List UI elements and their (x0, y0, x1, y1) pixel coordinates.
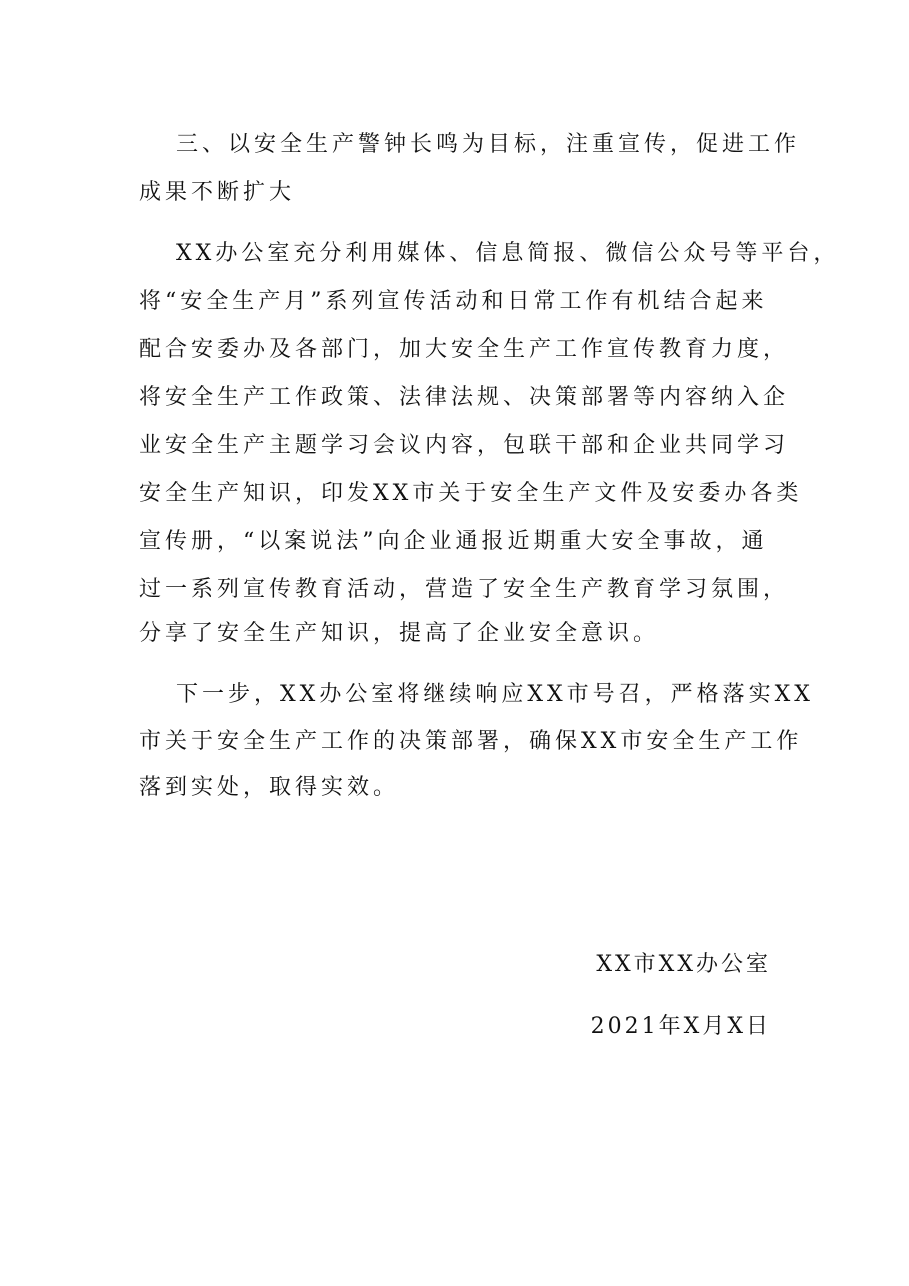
signature-date: 2021年X月X日 (590, 1014, 771, 1039)
paragraph-1-line-9: 分享了安全生产知识，提高了企业安全意识。 (139, 621, 660, 646)
signature-organization: XX市XX办公室 (596, 952, 771, 977)
paragraph-2-line-2: 市关于安全生产工作的决策部署，确保XX市安全生产工作 (139, 729, 803, 754)
paragraph-1-line-4: 将安全生产工作政策、法律法规、决策部署等内容纳入企 (139, 385, 790, 410)
paragraph-1-line-8: 过一系列宣传教育活动，营造了安全生产教育学习氛围， (139, 577, 790, 602)
paragraph-2-line-1: 下一步，XX办公室将继续响应XX市号召，严格落实XX (176, 682, 814, 707)
section-heading-line-1: 三、以安全生产警钟长鸣为目标，注重宣传，促进工作 (176, 132, 801, 157)
paragraph-1-line-3: 配合安委办及各部门，加大安全生产工作宣传教育力度， (139, 337, 790, 362)
paragraph-2-line-3: 落到实处，取得实效。 (139, 775, 400, 800)
paragraph-1-line-5: 业安全生产主题学习会议内容，包联干部和企业共同学习 (139, 433, 790, 458)
paragraph-1-line-1: XX办公室充分利用媒体、信息简报、微信公众号等平台， (176, 241, 840, 266)
paragraph-1-line-6: 安全生产知识，印发XX市关于安全生产文件及安委办各类 (139, 481, 803, 506)
section-heading-line-2: 成果不断扩大 (139, 180, 296, 205)
paragraph-1-line-7: 宣传册，“以案说法”向企业通报近期重大安全事故，通 (139, 529, 768, 554)
paragraph-1-line-2: 将“安全生产月”系列宣传活动和日常工作有机结合起来 (139, 289, 768, 314)
